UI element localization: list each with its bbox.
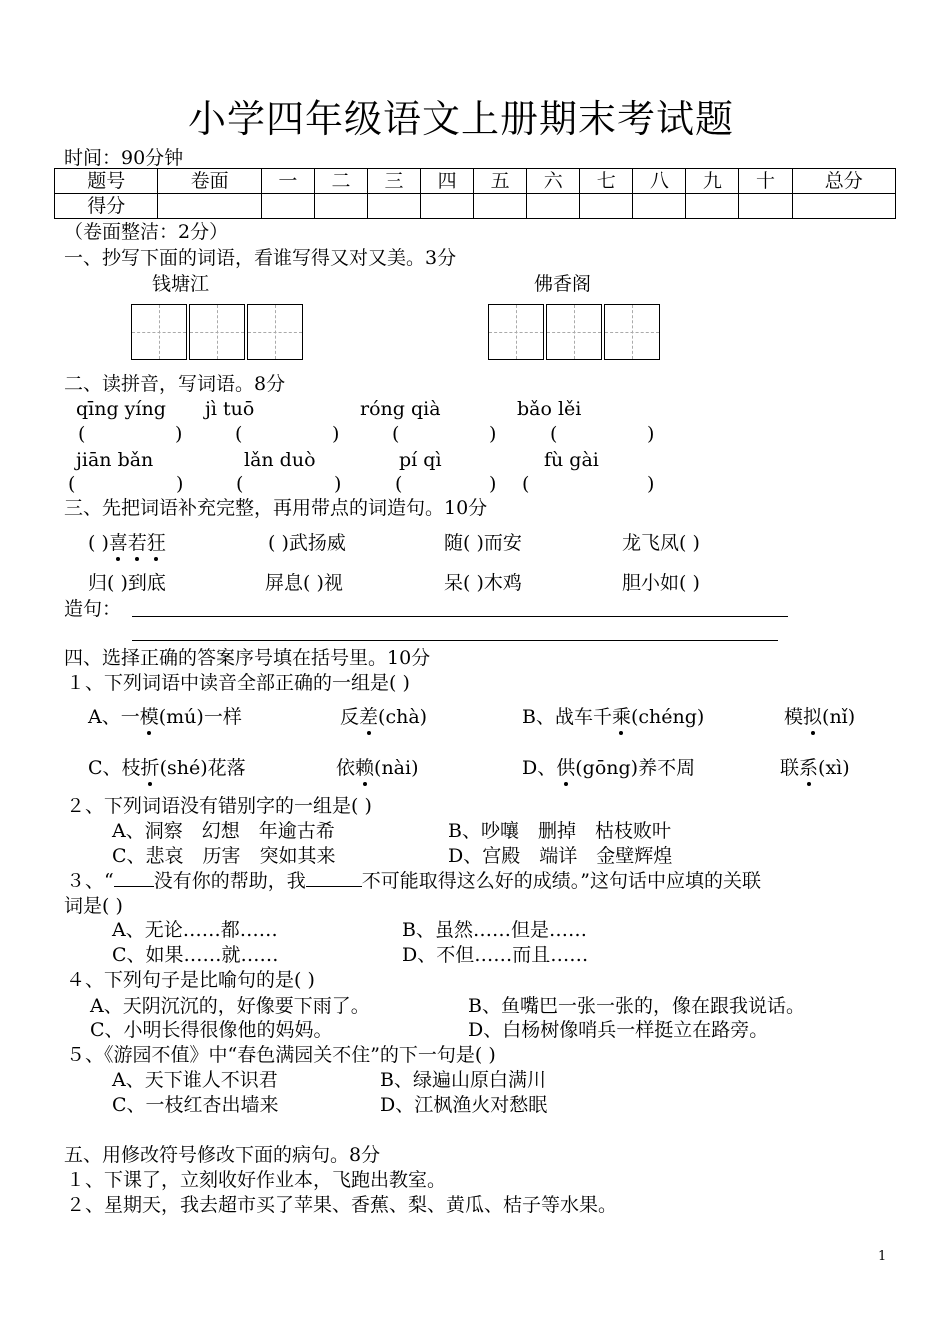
option-text: (shé)花落 xyxy=(159,757,246,779)
time-limit: 时间：90分钟 xyxy=(64,147,184,169)
score-input-cell[interactable] xyxy=(158,194,261,219)
option-text: (chà) xyxy=(378,706,428,728)
answer-paren-open: ( xyxy=(68,473,76,495)
answer-paren-open: ( xyxy=(78,423,86,445)
option-text: (mú)一样 xyxy=(158,706,242,728)
writing-cell[interactable] xyxy=(546,304,602,360)
option-4d: D、白杨树像哨兵一样挺立在路旁。 xyxy=(468,1019,769,1041)
dotted-char: 系 xyxy=(799,757,819,779)
section-4-heading: 四、选择正确的答案序号填在括号里。10分 xyxy=(64,647,431,669)
dotted-char: 狂 xyxy=(146,532,166,554)
option-1d-2 xyxy=(780,756,850,780)
option-1c xyxy=(88,756,246,780)
option-4a: A、天阴沉沉的，好像要下雨了。 xyxy=(90,995,370,1017)
pinyin: fù gài xyxy=(544,449,599,471)
score-input-cell[interactable] xyxy=(527,194,580,219)
score-input-cell[interactable] xyxy=(314,194,367,219)
option-3c: C、如果……就…… xyxy=(112,944,279,966)
score-input-cell[interactable] xyxy=(739,194,792,219)
fill-blank[interactable] xyxy=(306,886,362,887)
page-title: 小学四年级语文上册期末考试题 xyxy=(188,97,735,141)
option-text: D、 xyxy=(522,757,557,779)
section-1-heading: 一、抄写下面的词语，看谁写得又对又美。3分 xyxy=(64,247,457,269)
idiom-blank: 呆( )木鸡 xyxy=(444,572,522,594)
question-4: ４、下列句子是比喻句的是( ) xyxy=(66,969,315,991)
score-value-row xyxy=(55,194,896,219)
answer-paren-close: ) xyxy=(332,423,340,445)
idiom-blank: 胆小如( ) xyxy=(622,572,700,594)
section-2-heading: 二、读拼音，写词语。8分 xyxy=(64,373,286,395)
faulty-sentence-1: １、下课了，立刻收好作业本，飞跑出教室。 xyxy=(66,1169,447,1191)
dotted-char: 差 xyxy=(359,706,379,728)
option-5d: D、江枫渔火对愁眠 xyxy=(380,1094,548,1116)
answer-paren-close: ) xyxy=(647,423,655,445)
score-cell: 七 xyxy=(580,169,633,194)
page-number: 1 xyxy=(878,1249,887,1264)
option-2a: A、洞察 幻想 年逾古希 xyxy=(112,820,335,842)
question-text: ３、“ xyxy=(66,870,114,892)
score-cell: 八 xyxy=(633,169,686,194)
idiom-blank: ( )武扬威 xyxy=(268,532,346,554)
option-2c: C、悲哀 历害 突如其来 xyxy=(112,845,336,867)
option-1c-2 xyxy=(336,756,419,780)
score-cell: 总分 xyxy=(792,169,896,194)
option-text: 联 xyxy=(780,757,800,779)
writing-cell[interactable] xyxy=(247,304,303,360)
option-text: (nài) xyxy=(374,757,419,779)
question-3-cont: 词是( ) xyxy=(64,895,123,917)
idiom-blank xyxy=(88,531,166,555)
neatness-note: （卷面整洁：2分） xyxy=(64,221,229,243)
section-5-heading: 五、用修改符号修改下面的病句。8分 xyxy=(64,1144,381,1166)
option-3d: D、不但……而且…… xyxy=(402,944,589,966)
option-1a-2 xyxy=(340,705,427,729)
option-2b: B、吵嚷 删掉 枯枝败叶 xyxy=(448,820,671,842)
score-input-cell[interactable] xyxy=(474,194,527,219)
option-text: 反 xyxy=(340,706,360,728)
score-input-cell[interactable] xyxy=(686,194,739,219)
answer-paren-close: ) xyxy=(647,473,655,495)
question-3 xyxy=(66,869,761,893)
writing-grid-2[interactable] xyxy=(488,304,662,360)
answer-paren-open: ( xyxy=(236,473,244,495)
idiom-paren: ( ) xyxy=(88,532,109,554)
score-cell: 题号 xyxy=(55,169,158,194)
score-input-cell[interactable] xyxy=(580,194,633,219)
answer-paren-close: ) xyxy=(175,423,183,445)
option-4c: C、小明长得很像他的妈妈。 xyxy=(90,1019,333,1041)
score-cell: 四 xyxy=(421,169,474,194)
option-1b xyxy=(522,705,704,729)
question-text: 没有你的帮助，我 xyxy=(153,870,306,892)
score-header-row xyxy=(55,169,896,194)
dotted-char: 供 xyxy=(556,757,576,779)
option-text: 依 xyxy=(336,757,356,779)
pinyin: bǎo lěi xyxy=(517,398,582,420)
option-5a: A、天下谁人不识君 xyxy=(112,1069,278,1091)
pinyin: qīng yíng xyxy=(76,398,166,420)
score-input-cell[interactable] xyxy=(792,194,896,219)
writing-cell[interactable] xyxy=(189,304,245,360)
option-text: A、一 xyxy=(88,706,140,728)
score-cell: 二 xyxy=(314,169,367,194)
question-5: ５、《游园不值》中“春色满园关不住”的下一句是( ) xyxy=(66,1044,496,1066)
dotted-char: 折 xyxy=(140,757,160,779)
score-cell: 卷面 xyxy=(158,169,261,194)
writing-cell[interactable] xyxy=(131,304,187,360)
score-input-cell[interactable] xyxy=(261,194,314,219)
copy-word-1: 钱塘江 xyxy=(152,273,210,295)
answer-line[interactable] xyxy=(132,640,778,641)
score-input-cell[interactable] xyxy=(368,194,421,219)
pinyin: pí qì xyxy=(399,449,442,471)
dotted-char: 拟 xyxy=(803,706,823,728)
question-1: １、下列词语中读音全部正确的一组是( ) xyxy=(66,672,410,694)
answer-paren-open: ( xyxy=(550,423,558,445)
option-text: B、战车千 xyxy=(522,706,612,728)
fill-blank[interactable] xyxy=(114,886,154,887)
option-text: (chéng) xyxy=(630,706,705,728)
answer-paren-open: ( xyxy=(522,473,530,495)
answer-paren-open: ( xyxy=(235,423,243,445)
score-cell: 九 xyxy=(686,169,739,194)
score-input-cell[interactable] xyxy=(633,194,686,219)
option-text: (gōng)养不周 xyxy=(575,757,696,779)
option-3a: A、无论……都…… xyxy=(112,919,278,941)
dotted-char: 喜 xyxy=(108,532,128,554)
writing-cell[interactable] xyxy=(604,304,660,360)
writing-grid-1[interactable] xyxy=(131,304,305,360)
score-cell: 一 xyxy=(261,169,314,194)
question-text: 不可能取得这么好的成绩。”这句话中应填的关联 xyxy=(361,870,761,892)
section-3-heading: 三、先把词语补充完整，再用带点的词造句。10分 xyxy=(64,497,488,519)
dotted-char: 赖 xyxy=(355,757,375,779)
option-2d: D、宫殿 端详 金壁辉煌 xyxy=(448,845,673,867)
score-cell: 五 xyxy=(474,169,527,194)
question-2: ２、下列词语没有错别字的一组是( ) xyxy=(66,795,372,817)
idiom-blank: 龙飞凤( ) xyxy=(622,532,700,554)
pinyin: lǎn duò xyxy=(244,449,316,471)
pinyin: róng qià xyxy=(360,398,441,420)
idiom-blank: 随( )而安 xyxy=(444,532,522,554)
option-text: 模 xyxy=(784,706,804,728)
idiom-blank: 归( )到底 xyxy=(88,572,166,594)
answer-paren-close: ) xyxy=(489,423,497,445)
option-3b: B、虽然……但是…… xyxy=(402,919,587,941)
score-cell: 十 xyxy=(739,169,792,194)
answer-paren-close: ) xyxy=(334,473,342,495)
score-row-label: 得分 xyxy=(55,194,158,219)
dotted-char: 模 xyxy=(139,706,159,728)
score-cell: 六 xyxy=(527,169,580,194)
score-table xyxy=(54,168,896,219)
pinyin: jiān bǎn xyxy=(76,449,154,471)
dotted-char: 乘 xyxy=(611,706,631,728)
option-5c: C、一枝红杏出墙来 xyxy=(112,1094,279,1116)
dotted-char: 若 xyxy=(127,532,147,554)
answer-paren-open: ( xyxy=(392,423,400,445)
faulty-sentence-2: ２、星期天，我去超市买了苹果、香蕉、梨、黄瓜、桔子等水果。 xyxy=(66,1194,618,1216)
pinyin: jì tuō xyxy=(205,398,255,420)
sentence-label: 造句： xyxy=(64,598,122,620)
option-text: (nǐ) xyxy=(822,706,856,728)
option-4b: B、鱼嘴巴一张一张的，像在跟我说话。 xyxy=(468,995,805,1017)
option-1d xyxy=(522,756,695,780)
option-5b: B、绿遍山原白满川 xyxy=(380,1069,546,1091)
copy-word-2: 佛香阁 xyxy=(534,273,592,295)
option-1a xyxy=(88,705,242,729)
idiom-blank: 屏息( )视 xyxy=(265,572,343,594)
answer-paren-close: ) xyxy=(489,473,497,495)
answer-line[interactable] xyxy=(132,616,788,617)
option-1b-2 xyxy=(784,705,855,729)
option-text: (xì) xyxy=(818,757,850,779)
answer-paren-close: ) xyxy=(176,473,184,495)
score-cell: 三 xyxy=(368,169,421,194)
answer-paren-open: ( xyxy=(395,473,403,495)
score-input-cell[interactable] xyxy=(421,194,474,219)
option-text: C、枝 xyxy=(88,757,141,779)
writing-cell[interactable] xyxy=(488,304,544,360)
